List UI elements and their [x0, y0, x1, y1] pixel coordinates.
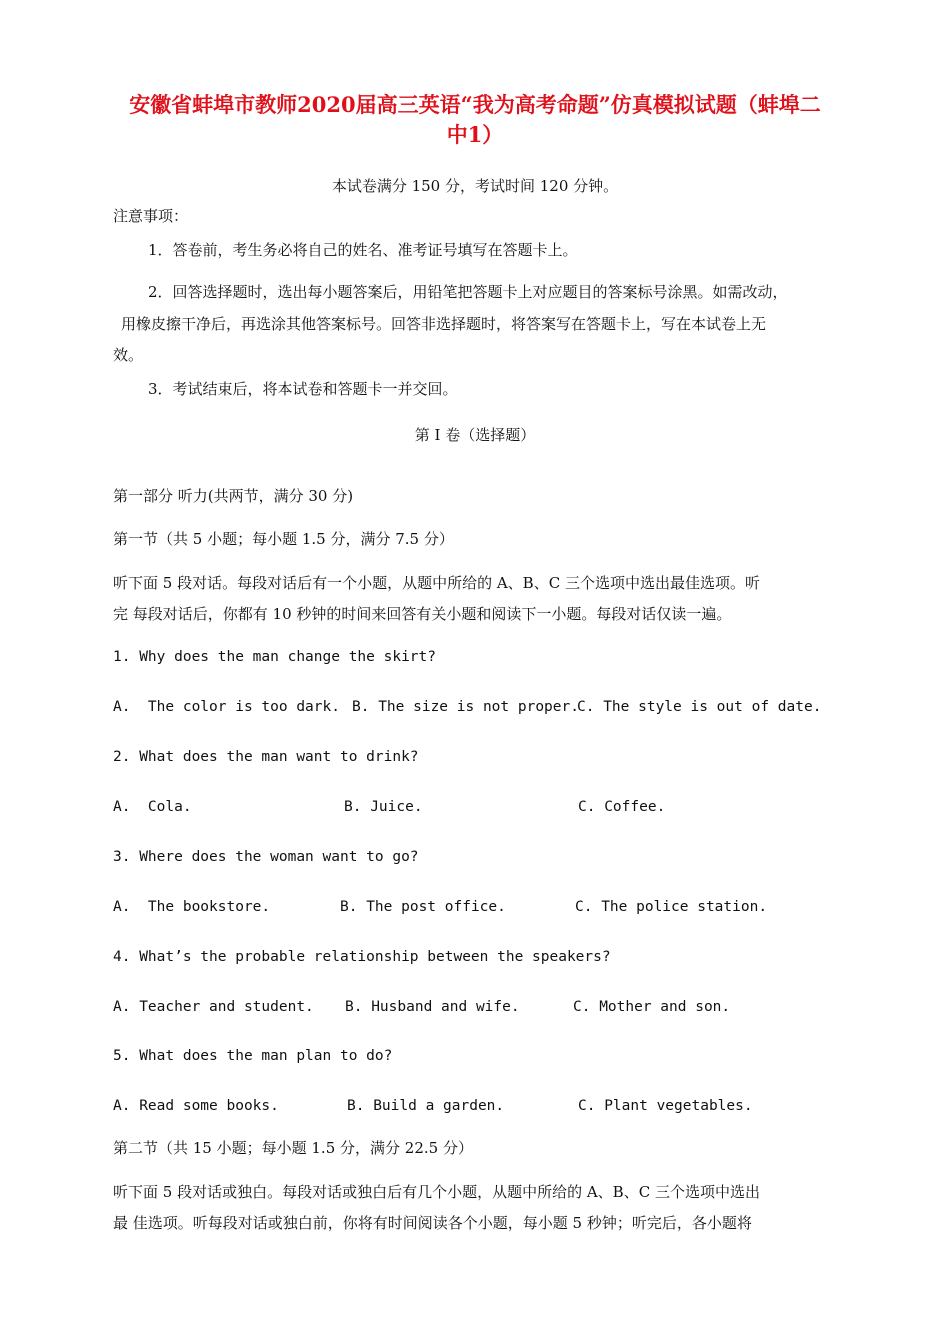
notes-heading: 注意事项：: [113, 207, 189, 225]
notes-item-2-line2: 用橡皮擦干净后，再选涂其他答案标号。回答非选择题时，将答案写在答题卡上，写在本试卷上无: [121, 315, 767, 333]
question-3-option-b: B. The post office.: [340, 899, 506, 915]
part1-heading: 第一部分 听力(共两节，满分 30 分): [113, 487, 354, 505]
question-4: 4. What’s the probable relationship between the speakers?: [113, 949, 611, 965]
question-4-option-b: B. Husband and wife.: [345, 999, 520, 1015]
exam-title-line2: 中1）: [446, 122, 504, 147]
question-5: 5. What does the man plan to do?: [113, 1048, 393, 1064]
question-1-option-c: C. The style is out of date.: [577, 699, 822, 715]
section1-heading: 第一节（共 5 小题；每小题 1.5 分，满分 7.5 分）: [113, 530, 454, 548]
question-3: 3. Where does the woman want to go?: [113, 849, 419, 865]
question-2-option-c: C. Coffee.: [578, 799, 666, 815]
section2-instructions-line1: 听下面 5 段对话或独白。每段对话或独白后有几个小题，从题中所给的 A、B、C 三个选项中选出: [113, 1183, 760, 1201]
notes-item-3: 3．考试结束后，将本试卷和答题卡一并交回。: [148, 380, 458, 398]
question-1-option-a: A. The color is too dark.: [113, 699, 340, 715]
question-2-option-a: A. Cola.: [113, 799, 192, 815]
question-5-option-c: C. Plant vegetables.: [578, 1098, 753, 1114]
section2-instructions-line2: 最 佳选项。听每段对话或独白前，你将有时间阅读各个小题，每小题 5 秒钟；听完后，各小题将: [113, 1214, 752, 1232]
question-4-option-c: C. Mother and son.: [573, 999, 731, 1015]
question-1-option-b: B. The size is not proper.: [352, 699, 579, 715]
section1-instructions-line1: 听下面 5 段对话。每段对话后有一个小题，从题中所给的 A、B、C 三个选项中选出最佳选项。听: [113, 574, 760, 592]
section2-heading: 第二节（共 15 小题；每小题 1.5 分，满分 22.5 分）: [113, 1139, 473, 1157]
notes-item-2-line3: 效。: [113, 346, 144, 364]
notes-item-2-line1: 2．回答选择题时，选出每小题答案后，用铅笔把答题卡上对应题目的答案标号涂黑。如需改动，: [148, 283, 788, 301]
question-5-option-b: B. Build a garden.: [347, 1098, 505, 1114]
question-5-option-a: A. Read some books.: [113, 1098, 279, 1114]
question-1: 1. Why does the man change the skirt?: [113, 649, 437, 665]
volume-heading: 第 I 卷（选择题）: [414, 426, 536, 444]
notes-item-1: 1．答卷前，考生务必将自己的姓名、准考证号填写在答题卡上。: [148, 241, 578, 259]
exam-title-line1: 安徽省蚌埠市教师2020届高三英语“我为高考命题”仿真模拟试题（蚌埠二: [129, 92, 821, 117]
question-2: 2. What does the man want to drink?: [113, 749, 419, 765]
question-2-option-b: B. Juice.: [344, 799, 423, 815]
question-3-option-c: C. The police station.: [575, 899, 768, 915]
section1-instructions-line2: 完 每段对话后，你都有 10 秒钟的时间来回答有关小题和阅读下一小题。每段对话仅读一遍。: [113, 605, 732, 623]
exam-title: [60, 90, 890, 150]
exam-intro: 本试卷满分 150 分，考试时间 120 分钟。: [331, 177, 619, 195]
question-4-option-a: A. Teacher and student.: [113, 999, 314, 1015]
question-3-option-a: A. The bookstore.: [113, 899, 271, 915]
